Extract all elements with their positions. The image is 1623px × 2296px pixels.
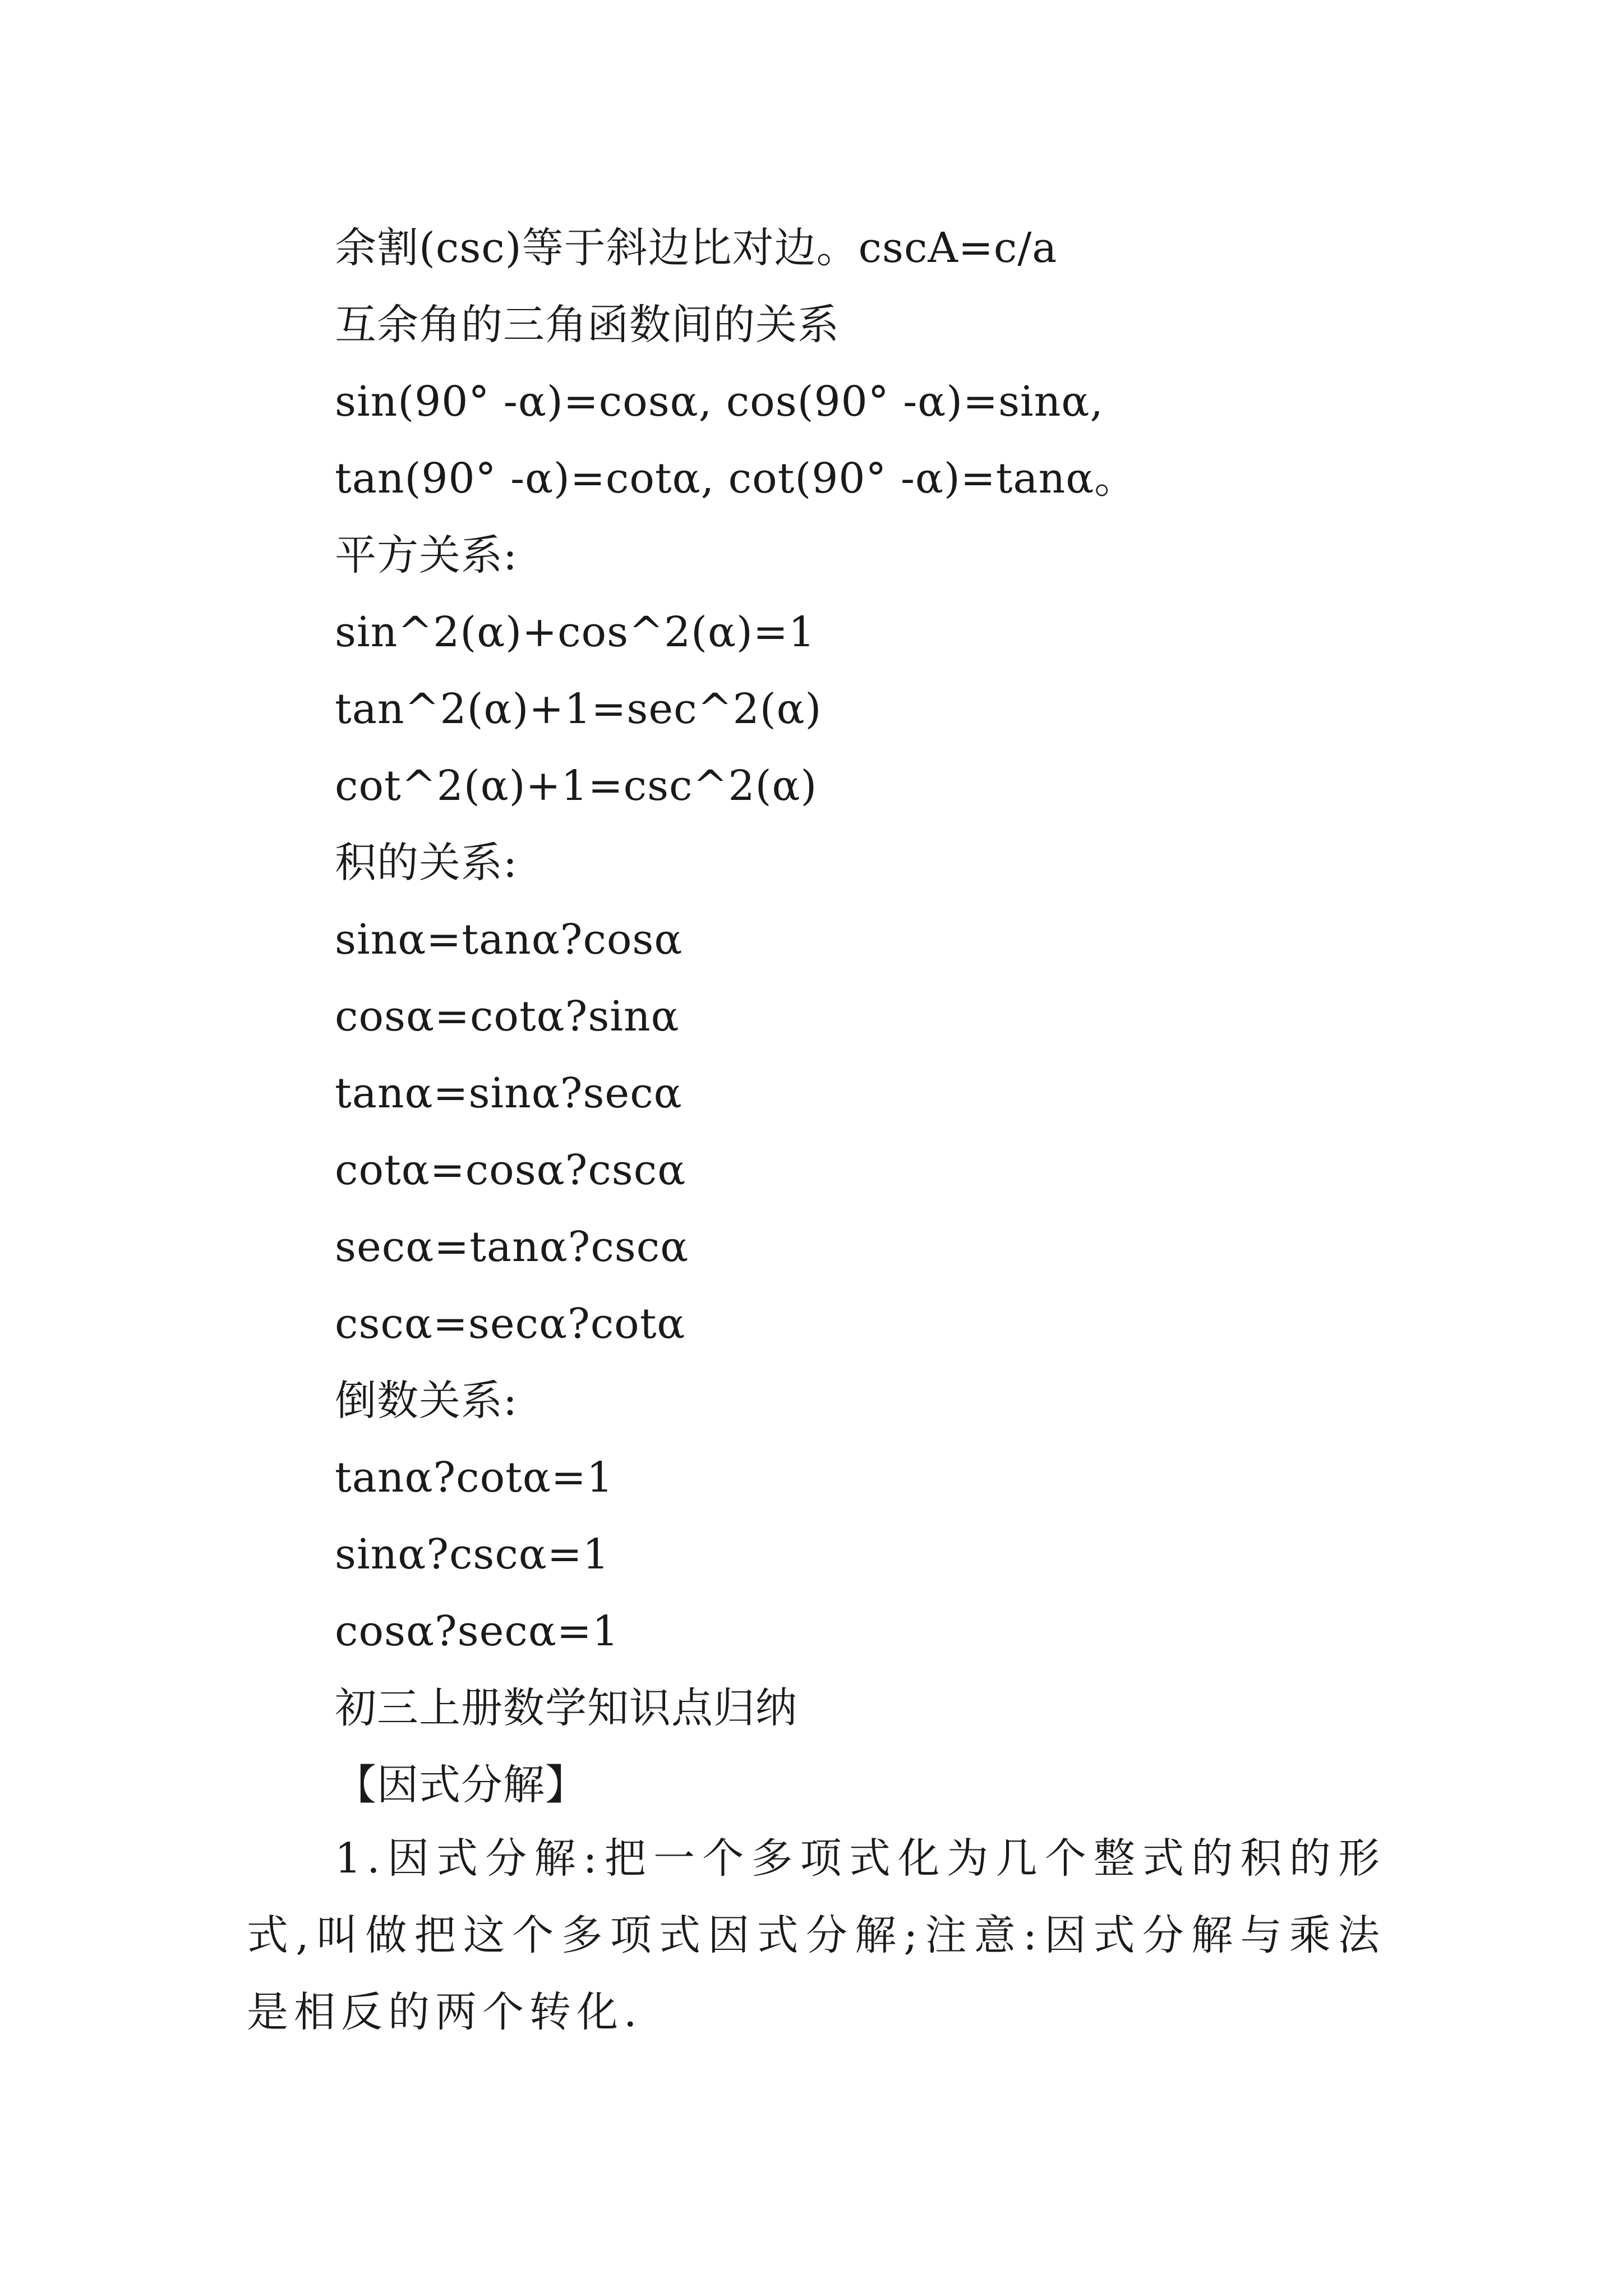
text-line: tan^2(α)+1=sec^2(α) [335, 685, 822, 733]
text-line: sinα?cscα=1 [335, 1530, 610, 1579]
text-line: 积的关系: [335, 839, 518, 887]
text-line: tan(90° -α)=cotα, cot(90° -α)=tanα。 [335, 454, 1137, 503]
text-line: sin^2(α)+cos^2(α)=1 [335, 608, 815, 656]
text-line: sin(90° -α)=cosα, cos(90° -α)=sinα, [335, 378, 1104, 426]
text-line: cscα=secα?cotα [335, 1300, 686, 1348]
text-line: cot^2(α)+1=csc^2(α) [335, 762, 818, 810]
body-paragraph: 1.因式分解:把一个多项式化为几个整式的积的形式,叫做把这个多项式因式分解;注意:因式分解与乘法是相反的两个转化. [247, 1834, 1385, 2036]
text-line: sinα=tanα?cosα [335, 915, 683, 964]
text-line: cotα=cosα?cscα [335, 1146, 686, 1194]
text-line: 倒数关系: [335, 1377, 518, 1425]
text-line: cosα?secα=1 [335, 1607, 619, 1655]
text-line: tanα?cotα=1 [335, 1453, 614, 1502]
text-line: secα=tanα?cscα [335, 1223, 689, 1271]
text-line: 余割(csc)等于斜边比对边。cscA=c/a [335, 224, 1058, 272]
text-line: 互余角的三角函数间的关系 [335, 301, 840, 349]
text-line: cosα=cotα?sinα [335, 992, 680, 1041]
text-line: tanα=sinα?secα [335, 1069, 683, 1117]
text-line: 平方关系: [335, 531, 518, 579]
section-heading: 初三上册数学知识点归纳 [335, 1684, 797, 1732]
section-subheading: 【因式分解】 [335, 1761, 587, 1809]
